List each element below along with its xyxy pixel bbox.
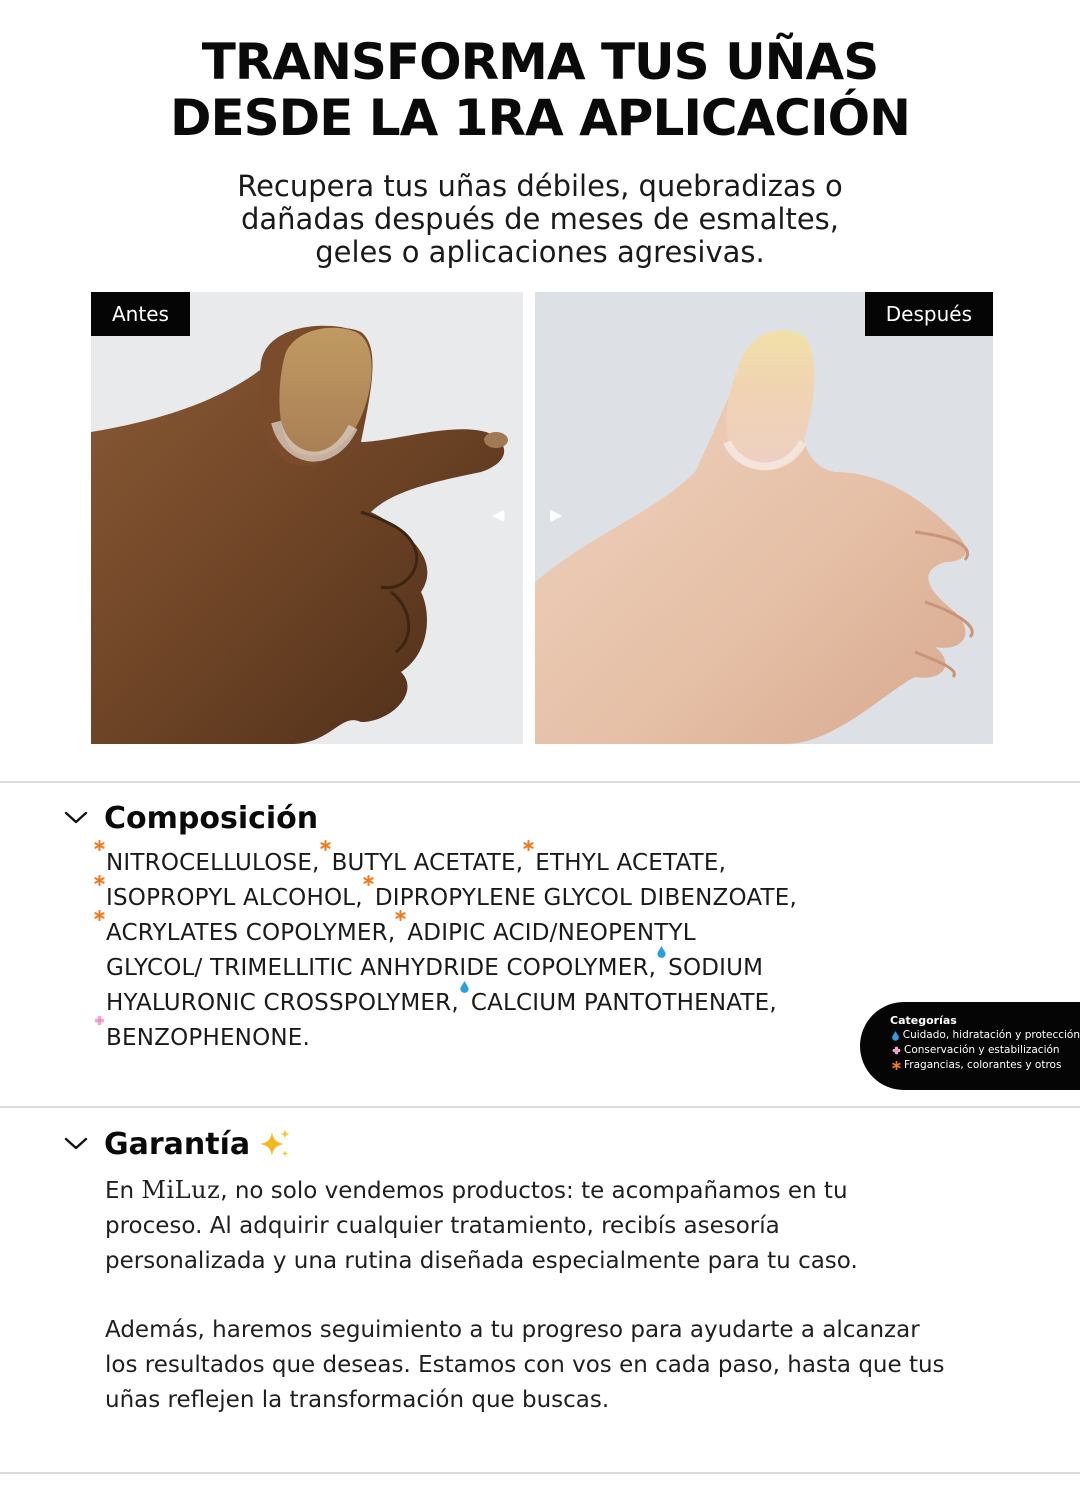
guarantee-line: personalizada y una rutina diseñada especialmente para tu caso. [105,1248,858,1274]
fragrance-asterisk-icon [395,910,407,921]
ingredient-item: ACRYLATES COPOLYMER, [106,920,396,946]
guarantee-line: proceso. Al adquirir cualquier tratamiento, recibís asesoría [105,1213,780,1239]
ingredient-item: BUTYL ACETATE, [331,850,524,876]
preservation-flower-icon [94,1015,106,1026]
page-title [0,34,1080,146]
guarantee-line [105,1173,1055,1209]
slider-right-arrow[interactable]: ▶ [550,507,563,524]
fragrance-asterisk-icon [94,840,106,851]
preservation-flower-icon [890,1046,902,1055]
chevron-down-icon [64,1124,92,1164]
ingredient-item: ADIPIC ACID/NEOPENTYL [407,920,696,946]
subtitle-line-3: geles o aplicaciones agresivas. [315,235,765,269]
ingredient-item: GLYCOL/ TRIMELLITIC ANHYDRIDE COPOLYMER, [106,955,657,981]
guarantee-title: Garantía [104,1126,251,1162]
ingredient-line [94,951,884,986]
legend-row-fragrance [890,1058,1080,1073]
before-hand-illustration [91,292,523,744]
guarantee-line: uñas reflejen la transformación que buscas. [105,1387,610,1413]
legend-label-fragrance: Fragancias, colorantes y otros [904,1059,1062,1071]
ingredient-item: BENZOPHENONE. [106,1025,311,1051]
ingredient-list [94,846,884,1056]
before-label: Antes [91,292,190,336]
subtitle-line-2: dañadas después de meses de esmaltes, [240,202,840,236]
ingredient-item: CALCIUM PANTOTHENATE, [470,990,777,1016]
fragrance-asterisk-icon [523,840,535,851]
brand-logo: MiLuz [141,1176,221,1204]
page-title-line-1: TRANSFORMA TUS UÑAS [201,33,879,91]
fragrance-asterisk-icon [94,875,106,886]
guarantee-line: Además, haremos seguimiento a tu progreso para ayudarte a alcanzar [105,1317,920,1343]
ingredient-line [94,881,884,916]
legend-row-care [890,1028,1080,1043]
ingredient-item: ETHYL ACETATE, [535,850,727,876]
slider-left-arrow[interactable]: ◀ [492,507,505,524]
sparkles-icon [258,1128,292,1160]
categories-legend [860,1002,1080,1090]
guarantee-paragraph-2 [105,1313,1055,1418]
legend-label-care: Cuidado, hidratación y protección [902,1029,1080,1041]
composition-title: Composición [104,800,319,836]
care-droplet-icon [656,945,668,958]
guarantee-text: En [105,1178,142,1204]
legend-label-preservation: Conservación y estabilización [904,1044,1060,1056]
care-droplet-icon [890,1030,901,1041]
ingredient-item: HYALURONIC CROSSPOLYMER, [106,990,459,1016]
before-photo [91,292,523,744]
after-photo [535,292,993,744]
chevron-down-icon [64,798,92,838]
guarantee-line: los resultados que deseas. Estamos con vos en cada paso, hasta que tus [105,1352,945,1378]
composition-accordion-header[interactable] [64,798,318,838]
after-hand-illustration [535,292,993,744]
ingredient-line [94,846,884,881]
fragrance-asterisk-icon [363,875,375,886]
guarantee-text: , no solo vendemos productos: te acompañamos en tu [220,1178,848,1204]
fragrance-asterisk-icon [94,910,106,921]
page-subtitle [140,170,940,269]
guarantee-accordion-header[interactable] [64,1124,292,1164]
guarantee-paragraph-1 [105,1173,1055,1279]
after-label: Después [865,292,993,336]
fragrance-asterisk-icon [320,840,332,851]
subtitle-line-1: Recupera tus uñas débiles, quebradizas o [237,169,843,203]
page-title-line-2: DESDE LA 1RA APLICACIÓN [170,89,910,147]
section-divider [0,1472,1080,1474]
ingredient-item: ISOPROPYL ALCOHOL, [106,885,363,911]
section-divider [0,1106,1080,1108]
ingredient-line [94,986,884,1021]
legend-title: Categorías [890,1014,957,1027]
ingredient-line [94,1021,884,1056]
legend-row-preservation [890,1043,1080,1058]
ingredient-item: SODIUM [668,955,764,981]
ingredient-item: DIPROPYLENE GLYCOL DIBENZOATE, [374,885,798,911]
section-divider [0,781,1080,783]
fragrance-asterisk-icon [890,1061,902,1070]
ingredient-item: NITROCELLULOSE, [106,850,320,876]
ingredient-line [94,916,884,951]
care-droplet-icon [459,980,471,993]
